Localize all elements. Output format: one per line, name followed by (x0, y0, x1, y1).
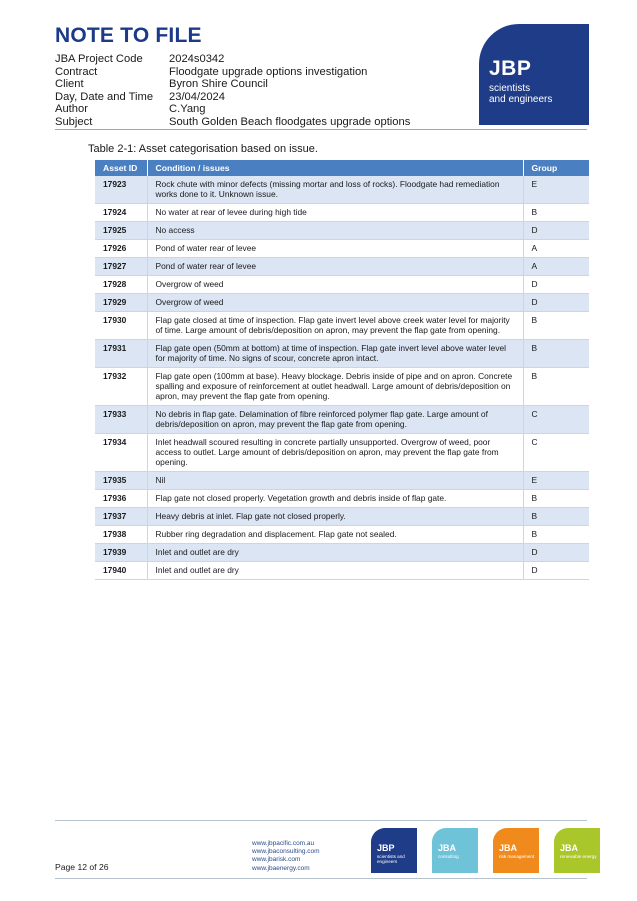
table-row (95, 294, 589, 312)
cell-condition: Pond of water rear of levee (147, 258, 523, 276)
cell-group: B (523, 526, 589, 544)
cell-group: A (523, 240, 589, 258)
footer-logo-name: JBP (377, 843, 395, 853)
table-header-row (95, 160, 589, 176)
footer-link[interactable]: www.jbaconsulting.com (252, 848, 320, 856)
cell-asset-id: 17926 (95, 240, 147, 258)
cell-condition: Rock chute with minor defects (missing mortar and loss of rocks). Floodgate had remediation works done to it. Unknown issue. (147, 176, 523, 204)
cell-asset-id: 17936 (95, 490, 147, 508)
jbp-logo (479, 24, 589, 125)
cell-group: D (523, 276, 589, 294)
table-row (95, 368, 589, 406)
meta-value: Floodgate upgrade options investigation (169, 65, 368, 78)
table-row (95, 434, 589, 472)
table-row (95, 258, 589, 276)
meta-value: Byron Shire Council (169, 78, 268, 91)
cell-asset-id: 17931 (95, 340, 147, 368)
cell-condition: Pond of water rear of levee (147, 240, 523, 258)
footer-logo-name: JBA (499, 843, 518, 853)
meta-row-client (55, 78, 410, 91)
meta-value: 2024s0342 (169, 53, 225, 65)
cell-condition: Inlet headwall scoured resulting in concrete partially unsupported. Overgrow of weed, poor access to outlet. Large amount of debris/deposition on apron, may prevent the flap gate from opening. (147, 434, 523, 472)
column-header-condition: Condition / issues (147, 160, 523, 176)
table-row (95, 544, 589, 562)
cell-asset-id: 17933 (95, 406, 147, 434)
document-title: NOTE TO FILE (55, 24, 202, 47)
meta-key: Contract (55, 65, 98, 78)
footer-logo-sub: scientists and engineers (377, 854, 405, 864)
meta-row-subject (55, 116, 410, 129)
meta-row-date (55, 91, 410, 104)
cell-condition: Flap gate not closed properly. Vegetation growth and debris inside of flap gate. (147, 490, 523, 508)
cell-condition: Inlet and outlet are dry (147, 544, 523, 562)
cell-asset-id: 17934 (95, 434, 147, 472)
cell-condition: Overgrow of weed (147, 294, 523, 312)
cell-group: E (523, 472, 589, 490)
table-row (95, 222, 589, 240)
meta-key: Day, Date and Time (55, 90, 154, 103)
footer-logo-jba-risk (493, 828, 539, 873)
cell-condition: Heavy debris at inlet. Flap gate not closed properly. (147, 508, 523, 526)
meta-key: JBA Project Code (55, 53, 143, 65)
cell-asset-id: 17923 (95, 176, 147, 204)
logo-tagline (489, 83, 552, 105)
cell-asset-id: 17937 (95, 508, 147, 526)
cell-asset-id: 17929 (95, 294, 147, 312)
cell-condition: No access (147, 222, 523, 240)
footer-links (252, 840, 320, 873)
cell-group: B (523, 312, 589, 340)
cell-asset-id: 17925 (95, 222, 147, 240)
cell-asset-id: 17932 (95, 368, 147, 406)
footer-link[interactable]: www.jbaenergy.com (252, 864, 310, 872)
table-row (95, 508, 589, 526)
footer-logo-jba-consulting (432, 828, 478, 873)
logo-tagline-line1: scientists (489, 83, 531, 94)
cell-asset-id: 17940 (95, 562, 147, 580)
table-row (95, 312, 589, 340)
meta-value: C.Yang (169, 103, 206, 116)
logo-tagline-line2: and engineers (489, 94, 553, 105)
cell-group: A (523, 258, 589, 276)
cell-group: B (523, 368, 589, 406)
cell-condition: Flap gate closed at time of inspection. Flap gate invert level above creek water level for majority of time. Large amount of debris/deposition on apron, may prevent the flap gate from opening. (147, 312, 523, 340)
column-header-group: Group (523, 160, 589, 176)
meta-row-contract (55, 66, 410, 79)
cell-asset-id: 17935 (95, 472, 147, 490)
meta-value: South Golden Beach floodgates upgrade options (169, 115, 411, 128)
cell-asset-id: 17930 (95, 312, 147, 340)
footer-divider-top (55, 820, 587, 821)
cell-group: B (523, 340, 589, 368)
footer-logo-jba-energy (554, 828, 600, 873)
meta-key: Subject (55, 115, 93, 128)
table-row (95, 204, 589, 222)
cell-group: D (523, 562, 589, 580)
cell-asset-id: 17924 (95, 204, 147, 222)
footer-logo-sub: risk management (499, 854, 535, 859)
header-divider (55, 129, 587, 130)
cell-group: B (523, 508, 589, 526)
logo-name: JBP (489, 57, 532, 80)
footer-link[interactable]: www.jbpacific.com.au (252, 840, 315, 847)
cell-asset-id: 17939 (95, 544, 147, 562)
table-row (95, 340, 589, 368)
cell-group: D (523, 294, 589, 312)
document-metadata (55, 53, 410, 129)
footer-logo-sub: consulting (438, 854, 459, 859)
cell-condition: Flap gate open (50mm at bottom) at time of inspection. Flap gate invert level above water level for majority of time. No signs of scour, concrete apron intact. (147, 340, 523, 368)
table-row (95, 406, 589, 434)
meta-row-author (55, 103, 410, 116)
cell-condition: No debris in flap gate. Delamination of fibre reinforced polymer flap gate. Large amount of debris/deposition on apron, may prevent the flap gate from opening. (147, 406, 523, 434)
footer-logo-name: JBA (560, 843, 579, 853)
table-row (95, 176, 589, 204)
table-row (95, 562, 589, 580)
cell-group: D (523, 222, 589, 240)
table-row (95, 240, 589, 258)
cell-condition: No water at rear of levee during high tide (147, 204, 523, 222)
meta-row-project-code (55, 53, 410, 66)
table-caption: Table 2-1: Asset categorisation based on issue. (88, 143, 318, 155)
asset-table (95, 160, 589, 580)
meta-value: 23/04/2024 (169, 90, 225, 103)
cell-group: C (523, 434, 589, 472)
cell-asset-id: 17938 (95, 526, 147, 544)
cell-group: E (523, 176, 589, 204)
cell-condition: Overgrow of weed (147, 276, 523, 294)
table-row (95, 526, 589, 544)
cell-group: B (523, 490, 589, 508)
meta-key: Author (55, 103, 88, 116)
footer-divider-bottom (55, 878, 587, 879)
footer-logo-sub: renewable energy (560, 854, 597, 859)
table-row (95, 472, 589, 490)
cell-asset-id: 17928 (95, 276, 147, 294)
footer-logo-name: JBA (438, 843, 457, 853)
cell-condition: Inlet and outlet are dry (147, 562, 523, 580)
cell-group: D (523, 544, 589, 562)
cell-asset-id: 17927 (95, 258, 147, 276)
cell-condition: Nil (147, 472, 523, 490)
column-header-asset-id: Asset ID (95, 160, 147, 176)
footer-link[interactable]: www.jbarisk.com (252, 856, 301, 864)
meta-key: Client (55, 78, 84, 91)
cell-group: B (523, 204, 589, 222)
cell-condition: Flap gate open (100mm at base). Heavy blockage. Debris inside of pipe and on apron. Concrete spalling and exposure of reinforcement at outlet headwall. Large amount of debris/deposition on apron, may prevent the flap gate from opening. (147, 368, 523, 406)
table-row (95, 276, 589, 294)
cell-condition: Rubber ring degradation and displacement. Flap gate not sealed. (147, 526, 523, 544)
table-row (95, 490, 589, 508)
cell-group: C (523, 406, 589, 434)
footer-logo-jbp (371, 828, 417, 873)
page-number: Page 12 of 26 (55, 862, 109, 872)
